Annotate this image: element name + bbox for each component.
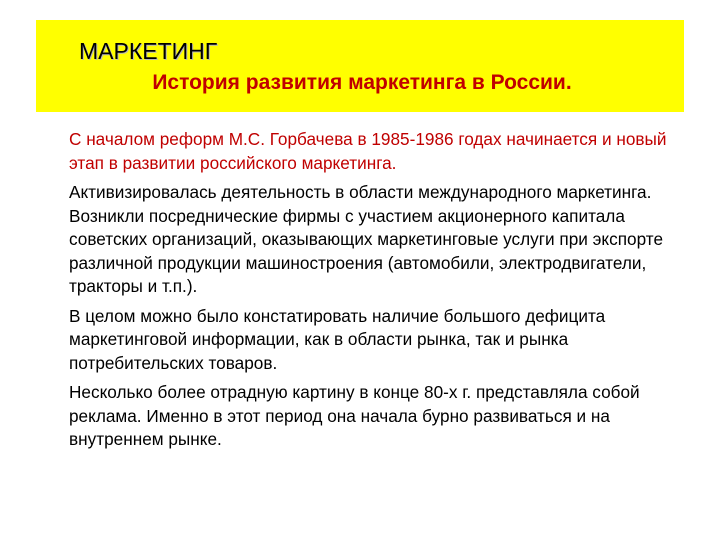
slide-title: МАРКЕТИНГ xyxy=(79,38,218,64)
paragraph-international-marketing: Активизировалась деятельность в области международного маркетинга. Возникли посреднические фирмы с участием акционерного капитала советских организаций, оказывающих маркетинговые услуги при экспорте различной продукции машиностроения (автомобили, электродвигатели, тракторы и т.п.). xyxy=(69,182,664,296)
title-banner xyxy=(36,20,684,112)
slide-subtitle: История развития маркетинга в России. xyxy=(152,71,572,94)
paragraph-advertising: Несколько более отрадную картину в конце 80-х г. представляла собой реклама. Именно в этот период она начала бурно развиваться и на внутреннем рынке. xyxy=(69,382,640,449)
paragraph-intro: С началом реформ М.С. Горбачева в 1985-1986 годах начинается и новый этап в развитии российского маркетинга. xyxy=(69,129,667,173)
slide-body xyxy=(69,128,694,458)
paragraph-information-deficit: В целом можно было констатировать наличие большого дефицита маркетинговой информации, как в области рынка, так и рынка потребительских товаров. xyxy=(69,305,606,373)
